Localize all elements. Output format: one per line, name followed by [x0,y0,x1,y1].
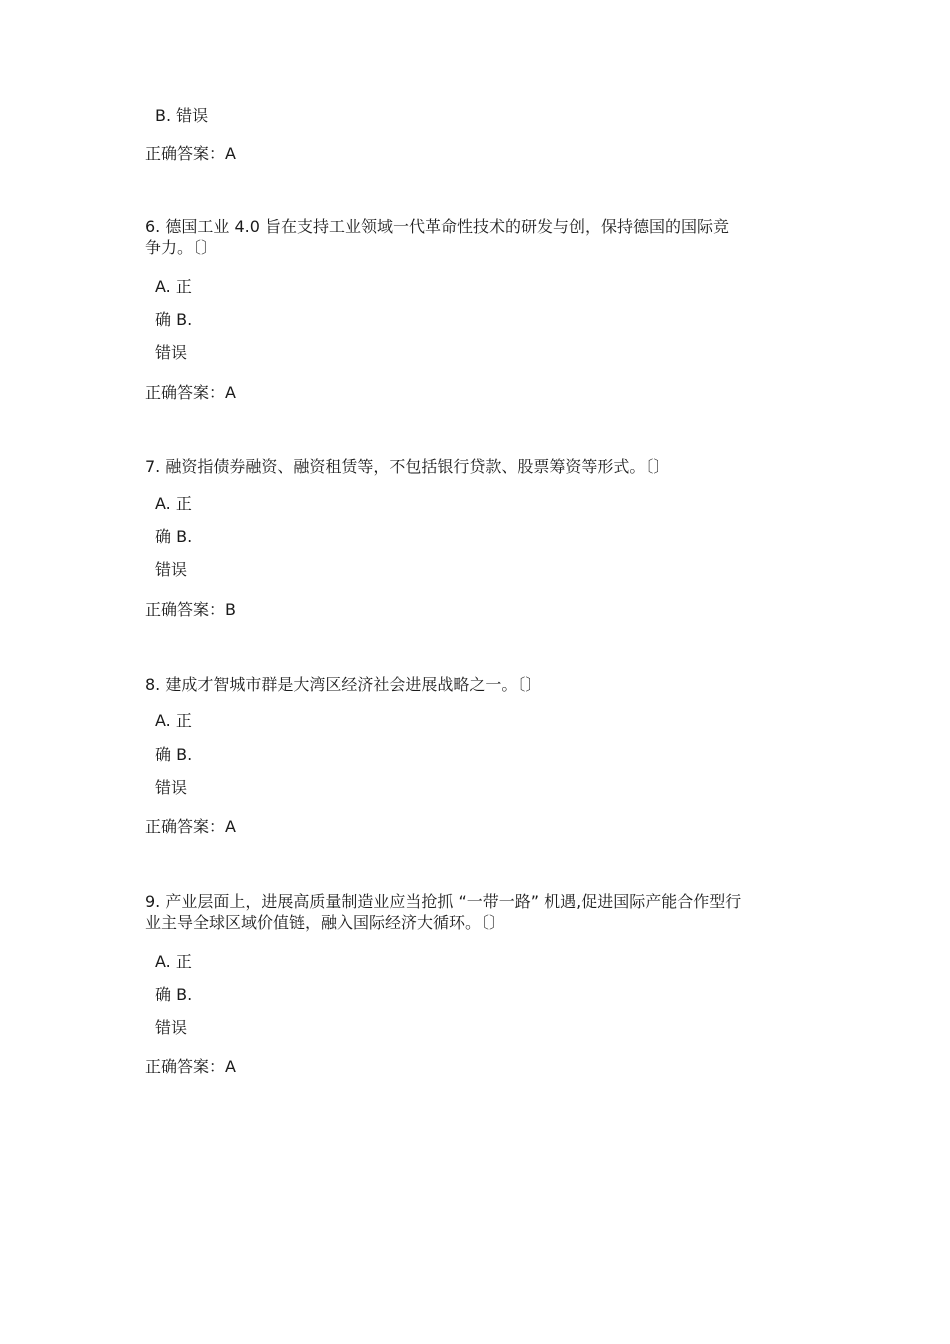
option-c: 错误 [155,1018,188,1037]
option-a: A. 正 [155,952,192,971]
question-text-line: 业主导全球区域价值链，融入国际经济大循环。〔〕 [145,913,506,932]
correct-answer: 正确答案：A [145,817,236,836]
correct-answer: 正确答案：A [145,383,236,402]
correct-answer: 正确答案：A [145,1057,236,1076]
question-text-line: 6. 德国工业 4.0 旨在支持工业领域一代革命性技术的研发与创，保持德国的国际竞 [145,217,729,236]
prev-answer: 正确答案：A [145,144,236,163]
option-b: 确 B. [155,985,193,1004]
option-c: 错误 [155,778,188,797]
question-text-line: 9. 产业层面上，进展高质量制造业应当抢抓 “一带一路” 机遇,促进国际产能合作型行 [145,892,742,911]
question-text-line: 8. 建成才智城市群是大湾区经济社会进展战略之一。〔〕 [145,675,542,694]
option-a: A. 正 [155,494,192,513]
question-text-line: 7. 融资指债券融资、融资租赁等，不包括银行贷款、股票筹资等形式。〔〕 [145,457,670,476]
option-b: 确 B. [155,310,193,329]
question-text-line: 争力。〔〕 [145,238,218,257]
option-a: A. 正 [155,711,192,730]
option-b: 确 B. [155,745,193,764]
option-b: 确 B. [155,527,193,546]
prev-option-b: B. 错误 [155,106,209,125]
correct-answer: 正确答案：B [145,600,236,619]
option-a: A. 正 [155,277,192,296]
option-c: 错误 [155,343,188,362]
option-c: 错误 [155,560,188,579]
